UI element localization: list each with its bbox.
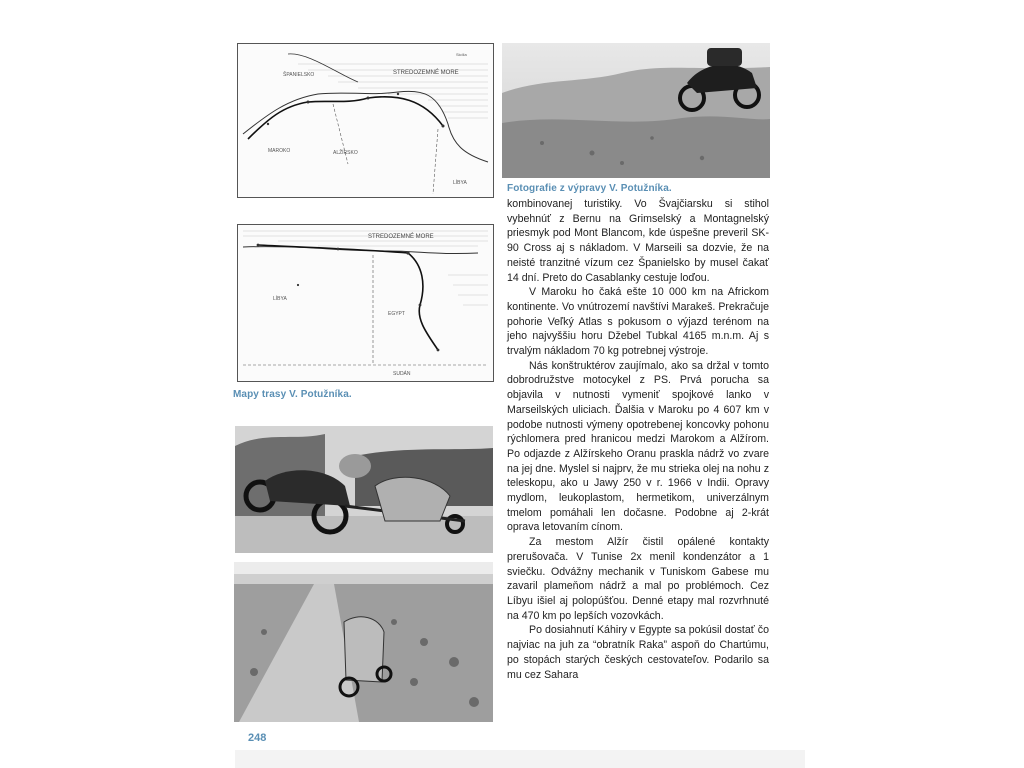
page-bottom-edge	[235, 750, 805, 768]
route-map-egypt-sudan	[237, 224, 494, 382]
map-top-label-sicily: Sicília	[456, 52, 467, 57]
map-bottom-label-egypt: EGYPT	[388, 311, 405, 317]
map-bottom-label-sudan: SUDÁN	[393, 371, 411, 377]
paragraph: Nás konštruktérov zaujímalo, ako sa držal v tomto dobrodružstve motocykel z PS. Prvá porucha sa objavila v nutnosti vymeniť spojkové lanko v Marseilských uliciach. Ďalšia v Maroku po 4 607 km v podobe nutnosti výmeny opotrebenej koncovky pohonu rýchlomera pred hranicou medzi Marokom a Alžírom. Po odjazde z Alžírskeho Oranu praskla nádrž vo zvare na jej dne. Myslel si najprv, že mu strieka olej na nohu z teleskopu, ako u Jawy 250 v r. 1966 v Indii. Opravy mydlom, leukoplastom, hermetikom, univerzálnym tmelom pomáhali len dočasne. Podobne aj 2-krát oprava letovaním cínom.	[507, 359, 769, 534]
map-bottom-label-libya: LÍBYA	[273, 296, 287, 302]
photo-road-through-desert	[234, 562, 493, 722]
map-bottom-label-sea: STREDOZEMNÉ MORE	[368, 234, 434, 240]
map-top-label-algeria: ALŽÍRSKO	[333, 150, 358, 156]
paragraph: kombinovanej turistiky. Vo Švajčiarsku si stihol vybehnúť z Bernu na Grimselský a Montagnelský priesmyk pod Mont Blancom, kde úspešne preveril SK-90 Cross aj s nákladom. V Marseili sa dozvie, že na neisté tranzitné vízum cez Španielsko by musel čakať 14 dní. Preto do Casablanky cestuje loďou.	[507, 198, 769, 284]
caption-photo-top: Fotografie z výpravy V. Potužníka.	[507, 183, 672, 194]
article-body	[507, 197, 769, 682]
photo-motorcycle-in-desert	[502, 43, 770, 178]
map-top-label-sea: STREDOZEMNÉ MORE	[393, 70, 459, 76]
paragraph: Po dosiahnutí Káhiry v Egypte sa pokúsil dostať čo najviac na juh za “obratník Raka” aspoň do Chartúmu, po stopách starých českých cestovateľov. Podarilo sa mu cez Sahara	[507, 624, 769, 681]
caption-maps: Mapy trasy V. Potužníka.	[233, 389, 352, 400]
page-number: 248	[248, 732, 267, 744]
map-top-label-morocco: MAROKO	[268, 148, 291, 154]
photo-motorcycle-with-trailer	[235, 426, 493, 553]
paragraph: V Maroku ho čaká ešte 10 000 km na Africkom kontinente. Vo vnútrozemí navštívi Marakeš. Prekračuje pohorie Veľký Atlas s pokusom o výjazd terénom na jeho najvyššiu horu Džebel Tubkal 4165 m.n.m. Aj s trvalým nákladom 70 kg potrebnej výstroje.	[507, 286, 769, 358]
paragraph: Za mestom Alžír čistil opálené kontakty prerušovača. V Tunise 2x menil kondenzátor a 1 sviečku. Odvážny mechanik v Tuniskom Gabese mu zavaril plameňom nádrž a mal po problémoch. Cez Líbyu išiel aj polopúšťou. Denné etapy mal rozvrhnuté na 470 km po lepších vozovkách.	[507, 536, 769, 622]
route-map-north-africa	[237, 43, 494, 198]
map-top-label-libya: LÍBYA	[453, 180, 467, 186]
map-top-label-spain: ŠPANIELSKO	[283, 72, 315, 78]
